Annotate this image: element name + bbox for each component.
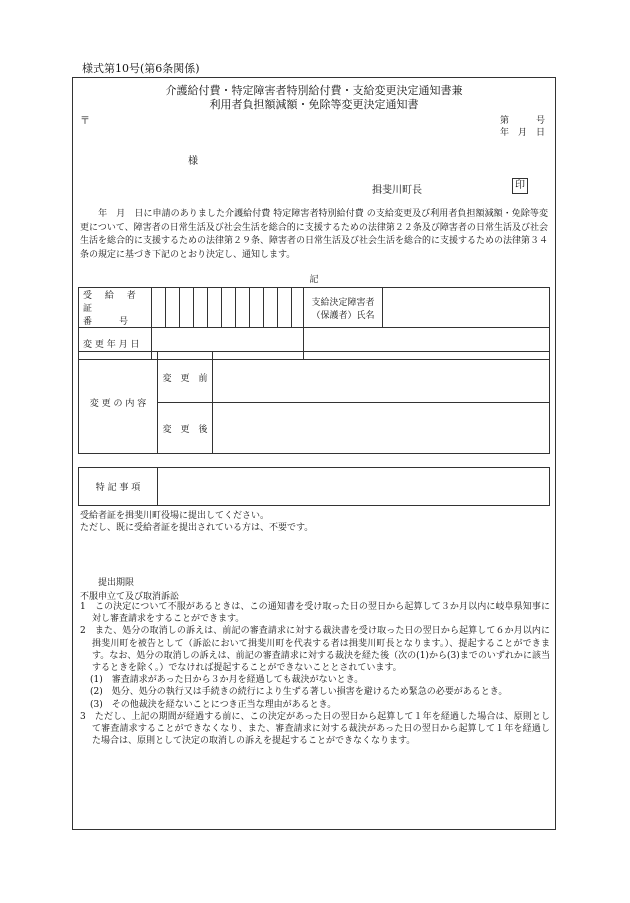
document-number: 第 号 — [500, 116, 546, 126]
remarks-label: 特 記 事 項 — [79, 468, 158, 506]
cert-digit-box[interactable] — [152, 288, 166, 328]
cert-number-label: 受 給 者 証 番 号 — [79, 288, 152, 328]
submission-note — [80, 510, 313, 534]
ki-marker: 記 — [309, 275, 319, 285]
appeal-item-1: 1 この決定について不服があるときは、この通知書を受け取った日の翌日から起算して３か月以内に岐阜県知事に対し審査請求をすることができます。 — [80, 602, 550, 625]
appeal-sub-1: (1) 審査請求があった日から３か月を経過しても裁決がないとき。 — [90, 675, 364, 686]
change-before-field[interactable] — [213, 352, 550, 403]
appeal-sub-2: (2) 処分、処分の執行又は手続きの続行により生ずる著しい損害を避けるため緊急の必要があるとき。 — [90, 687, 508, 698]
cert-digit-box[interactable] — [264, 288, 278, 328]
remarks-table — [78, 467, 550, 506]
document-title-line2: 利用者負担額減額・免除等変更決定通知書 — [209, 98, 419, 111]
change-content-table — [78, 351, 550, 454]
cert-digit-box[interactable] — [278, 288, 292, 328]
decision-person-label: 支給決定障害者 （保護者）氏名 — [304, 288, 383, 328]
decision-table — [78, 287, 550, 360]
appeal-item-2: 2 また、処分の取消しの訴えは、前記の審査請求に対する裁決書を受け取った日の翌日から起算して６か月以内に揖斐川町を被告として（訴訟において揖斐川町を代表する者は揖斐川町長となります。）、提起することができます。なお、処分の取消しの訴えは、前記の審査請求に対する裁決を経た後（次の(1)から(3)までのいずれかに該当するときを除く。）でなければ提起することができないこととされています。 — [80, 626, 550, 674]
document-date: 年 月 日 — [500, 128, 546, 138]
change-after-field[interactable] — [213, 403, 550, 454]
issuer-name: 揖斐川町長 — [372, 185, 422, 196]
document-title-line1: 介護給付費・特定障害者特別給付費・支給変更決定通知書兼 — [165, 84, 463, 97]
postal-mark: 〒 — [80, 116, 90, 127]
submission-note-line2: ただし、既に受給者証を提出されている方は、不要です。 — [80, 523, 314, 533]
recipient-honorific: 様 — [188, 156, 198, 167]
change-after-label: 変 更 後 — [158, 403, 213, 454]
cert-digit-box[interactable] — [236, 288, 250, 328]
appeal-section — [80, 601, 550, 747]
cert-digit-box[interactable] — [208, 288, 222, 328]
remarks-field[interactable] — [158, 468, 550, 506]
change-content-label: 変 更 の 内 容 — [79, 352, 158, 454]
cert-digit-box[interactable] — [194, 288, 208, 328]
change-before-label: 変 更 前 — [158, 352, 213, 403]
deadline-label: 提出期限 — [98, 578, 135, 588]
form-number-label: 様式第10号(第6条関係) — [82, 62, 200, 75]
appeal-item-3: 3 ただし、上記の期間が経過する前に、この決定があった日の翌日から起算して１年を経過した場合は、原則として審査請求することができなくなり、また、審査請求に対する裁決があった日の翌日から起算して１年を経過した場合は、原則として決定の取消しの訴えを提起することができなくなります。 — [80, 711, 550, 747]
submission-note-line1: 受給者証を揖斐川町役場に提出してください。 — [80, 511, 270, 521]
cert-digit-box[interactable] — [180, 288, 194, 328]
decision-person-name-field[interactable] — [383, 288, 550, 328]
seal-stamp: 印 — [512, 178, 528, 194]
appeal-title: 不服申立て及び取消訴訟 — [80, 592, 180, 602]
appeal-sub-3: (3) その他裁決を経ないことにつき正当な理由があるとき。 — [90, 699, 337, 710]
body-text: 年 月 日に申請のありました介護給付費 特定障害者特別給付費 の支給変更及び利用者負担額減額・免除等変更について、障害者の日常生活及び社会生活を総合的に支援するための法律第２２条及び障害者の日常生活及び社会生活を総合的に支援するための法律第２９条、障害者の日常生活及び社会生活を総合的に支援するための法律第３４条の規定に基づき下記のとおり決定し、通知します。 — [80, 209, 549, 260]
cert-digit-box[interactable] — [166, 288, 180, 328]
cert-digit-box[interactable] — [222, 288, 236, 328]
cert-digit-box[interactable] — [250, 288, 264, 328]
change-date-label: 変 更 年 月 日 — [79, 328, 152, 360]
